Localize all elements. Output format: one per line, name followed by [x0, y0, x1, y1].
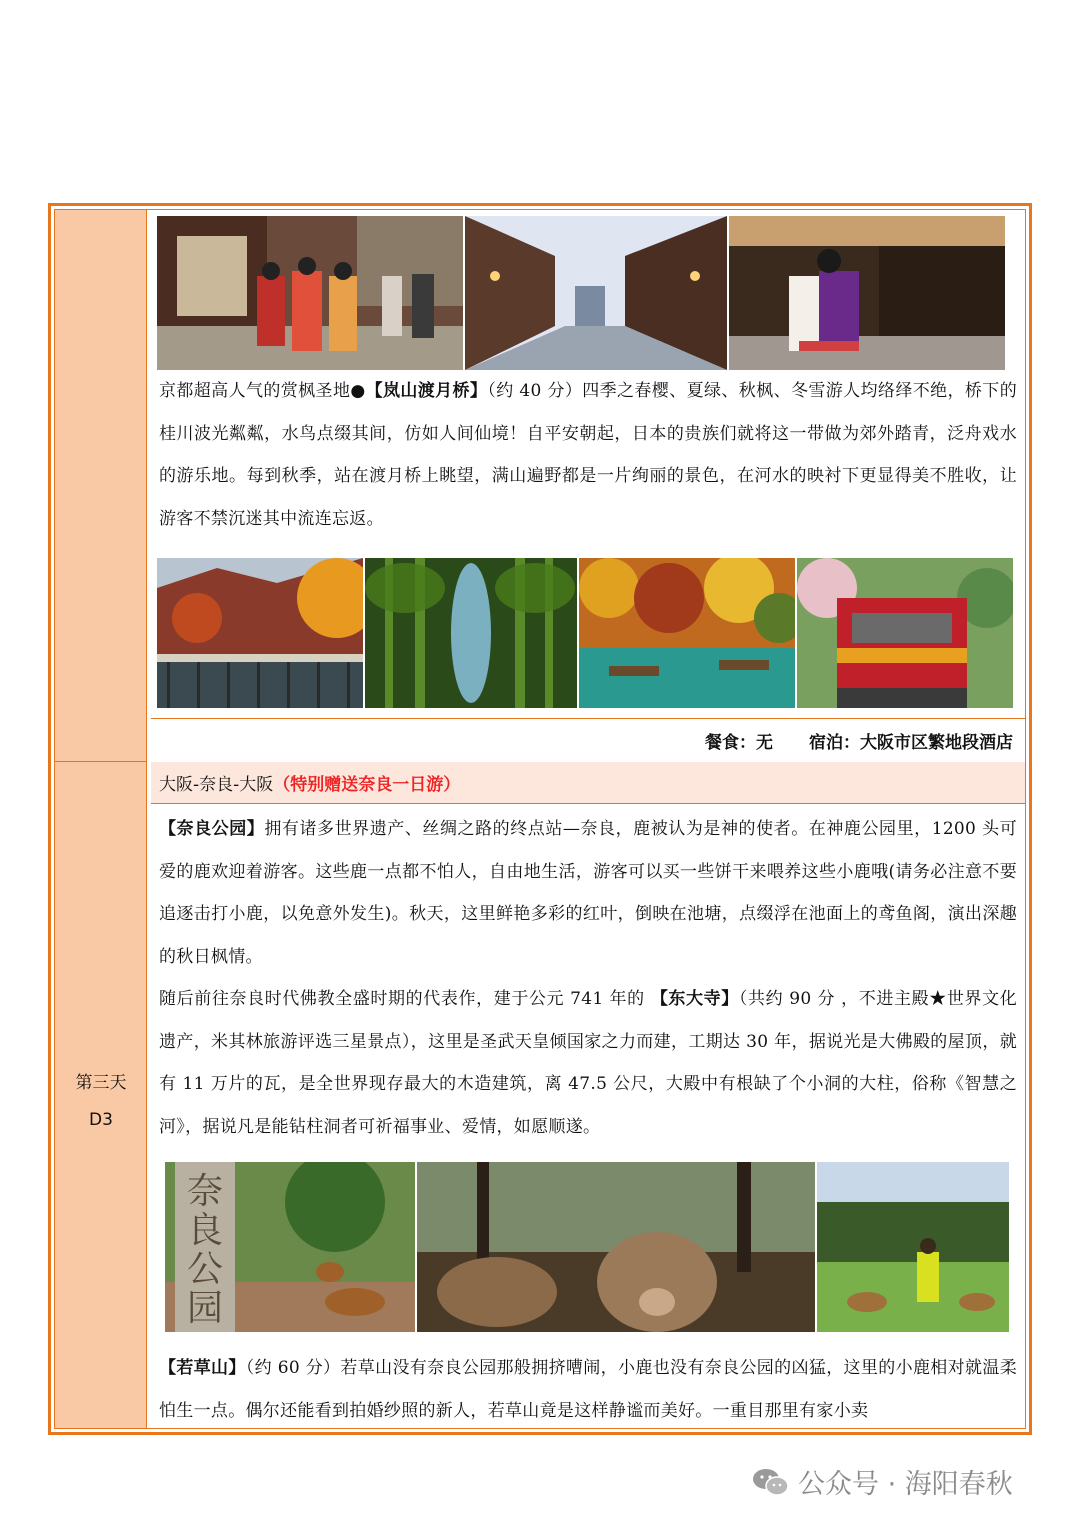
arashiyama-title: 【岚山渡月桥】 [365, 381, 488, 401]
wakakusa-paragraph [159, 1347, 1017, 1432]
route-title: 大阪-奈良-大阪 [159, 775, 274, 795]
todaiji-title: 【东大寺】 [650, 989, 739, 1009]
meal-lodging-row [151, 718, 1025, 761]
nara-park-paragraph [159, 808, 1017, 978]
day-divider [55, 761, 146, 762]
sagano-train-photo [797, 558, 1013, 708]
day-code: D3 [89, 1110, 113, 1130]
kyoto-photo-row [157, 216, 1005, 370]
day-label: 第三天 [75, 1073, 127, 1093]
wakakusa-title: 【若草山】 [159, 1358, 246, 1378]
bamboo-grove-photo [365, 558, 577, 708]
meal-label: 餐食：无 [705, 732, 773, 753]
itinerary-table [48, 203, 1032, 1435]
kyoto-intro-text: 京都超高人气的赏枫圣地● [159, 381, 366, 401]
day-content [151, 210, 1025, 1428]
nara-park-title: 【奈良公园】 [159, 819, 265, 839]
day-column [55, 210, 147, 1428]
deer-feeding-photo [817, 1162, 1009, 1332]
deer-closeup-photo [417, 1162, 815, 1332]
nara-park-sign-photo [165, 1162, 415, 1332]
todaiji-text: （共约 90 分 ，不进主殿★世界文化遗产，米其林旅游评选三星景点），这里是圣武天皇倾国家之力而建，工期达 30 年，据说光是大佛殿的屋顶，就有 11 万片的瓦，是全世界现存最大的木造建筑，离 47.5 公尺，大殿中有根缺了个小洞的大柱，俗称《智慧之河》，据说凡是能钻柱洞者可祈福事业、爱情，如愿顺遂。 [159, 989, 1018, 1137]
arashiyama-photo-row [157, 558, 1013, 708]
wechat-icon [752, 1467, 790, 1497]
todaiji-paragraph [159, 978, 1017, 1148]
kyoto-street-photo [465, 216, 727, 370]
arashiyama-text: （约 40 分）四季之春樱、夏绿、秋枫、冬雪游人均络绎不绝，桥下的桂川波光粼粼，水鸟点缀其间，仿如人间仙境！自平安朝起，日本的贵族们就将这一带做为郊外踏青，泛舟戏水的游乐地。每到秋季，站在渡月桥上眺望，满山遍野都是一片绚丽的景色，在河水的映衬下更显得美不胜收，让游客不禁沉迷其中流连忘返。 [159, 381, 1017, 529]
table-inner-border [54, 209, 1026, 1429]
autumn-river-photo [579, 558, 795, 708]
day3-route-header [151, 762, 1025, 804]
special-offer: （特别赠送奈良一日游） [273, 775, 461, 795]
nara-photo-row [165, 1162, 1009, 1332]
hotel-label: 宿泊：大阪市区繁地段酒店 [809, 732, 1013, 753]
watermark-text: 公众号 · 海阳春秋 [798, 1469, 1013, 1500]
togetsukyo-bridge-photo [157, 558, 363, 708]
stone-sign-text: 奈良公园 [186, 1171, 223, 1329]
wakakusa-text: （约 60 分）若草山没有奈良公园那般拥挤嘈闹，小鹿也没有奈良公园的凶猛，这里的小鹿相对就温柔怕生一点。偶尔还能看到拍婚纱照的新人，若草山竟是这样静谧而美好。一重目那里有家小卖 [159, 1358, 1017, 1421]
arashiyama-paragraph [159, 370, 1017, 540]
kyoto-geisha-photo [729, 216, 1005, 370]
wechat-watermark [752, 1462, 1013, 1501]
nara-park-text: 拥有诸多世界遗产、丝绸之路的终点站—奈良，鹿被认为是神的使者。在神鹿公园里，1200 头可爱的鹿欢迎着游客。这些鹿一点都不怕人，自由地生活，游客可以买一些饼干来喂养这些小鹿哦(请务必注意不要追逐击打小鹿，以免意外发生)。秋天，这里鲜艳多彩的红叶，倒映在池塘，点缀浮在池面上的鸢鱼阁，演出深趣的秋日枫情。 [159, 819, 1017, 967]
todaiji-intro: 随后前往奈良时代佛教全盛时期的代表作，建于公元 741 年的 [159, 989, 651, 1009]
kyoto-kimono-photo [157, 216, 463, 370]
